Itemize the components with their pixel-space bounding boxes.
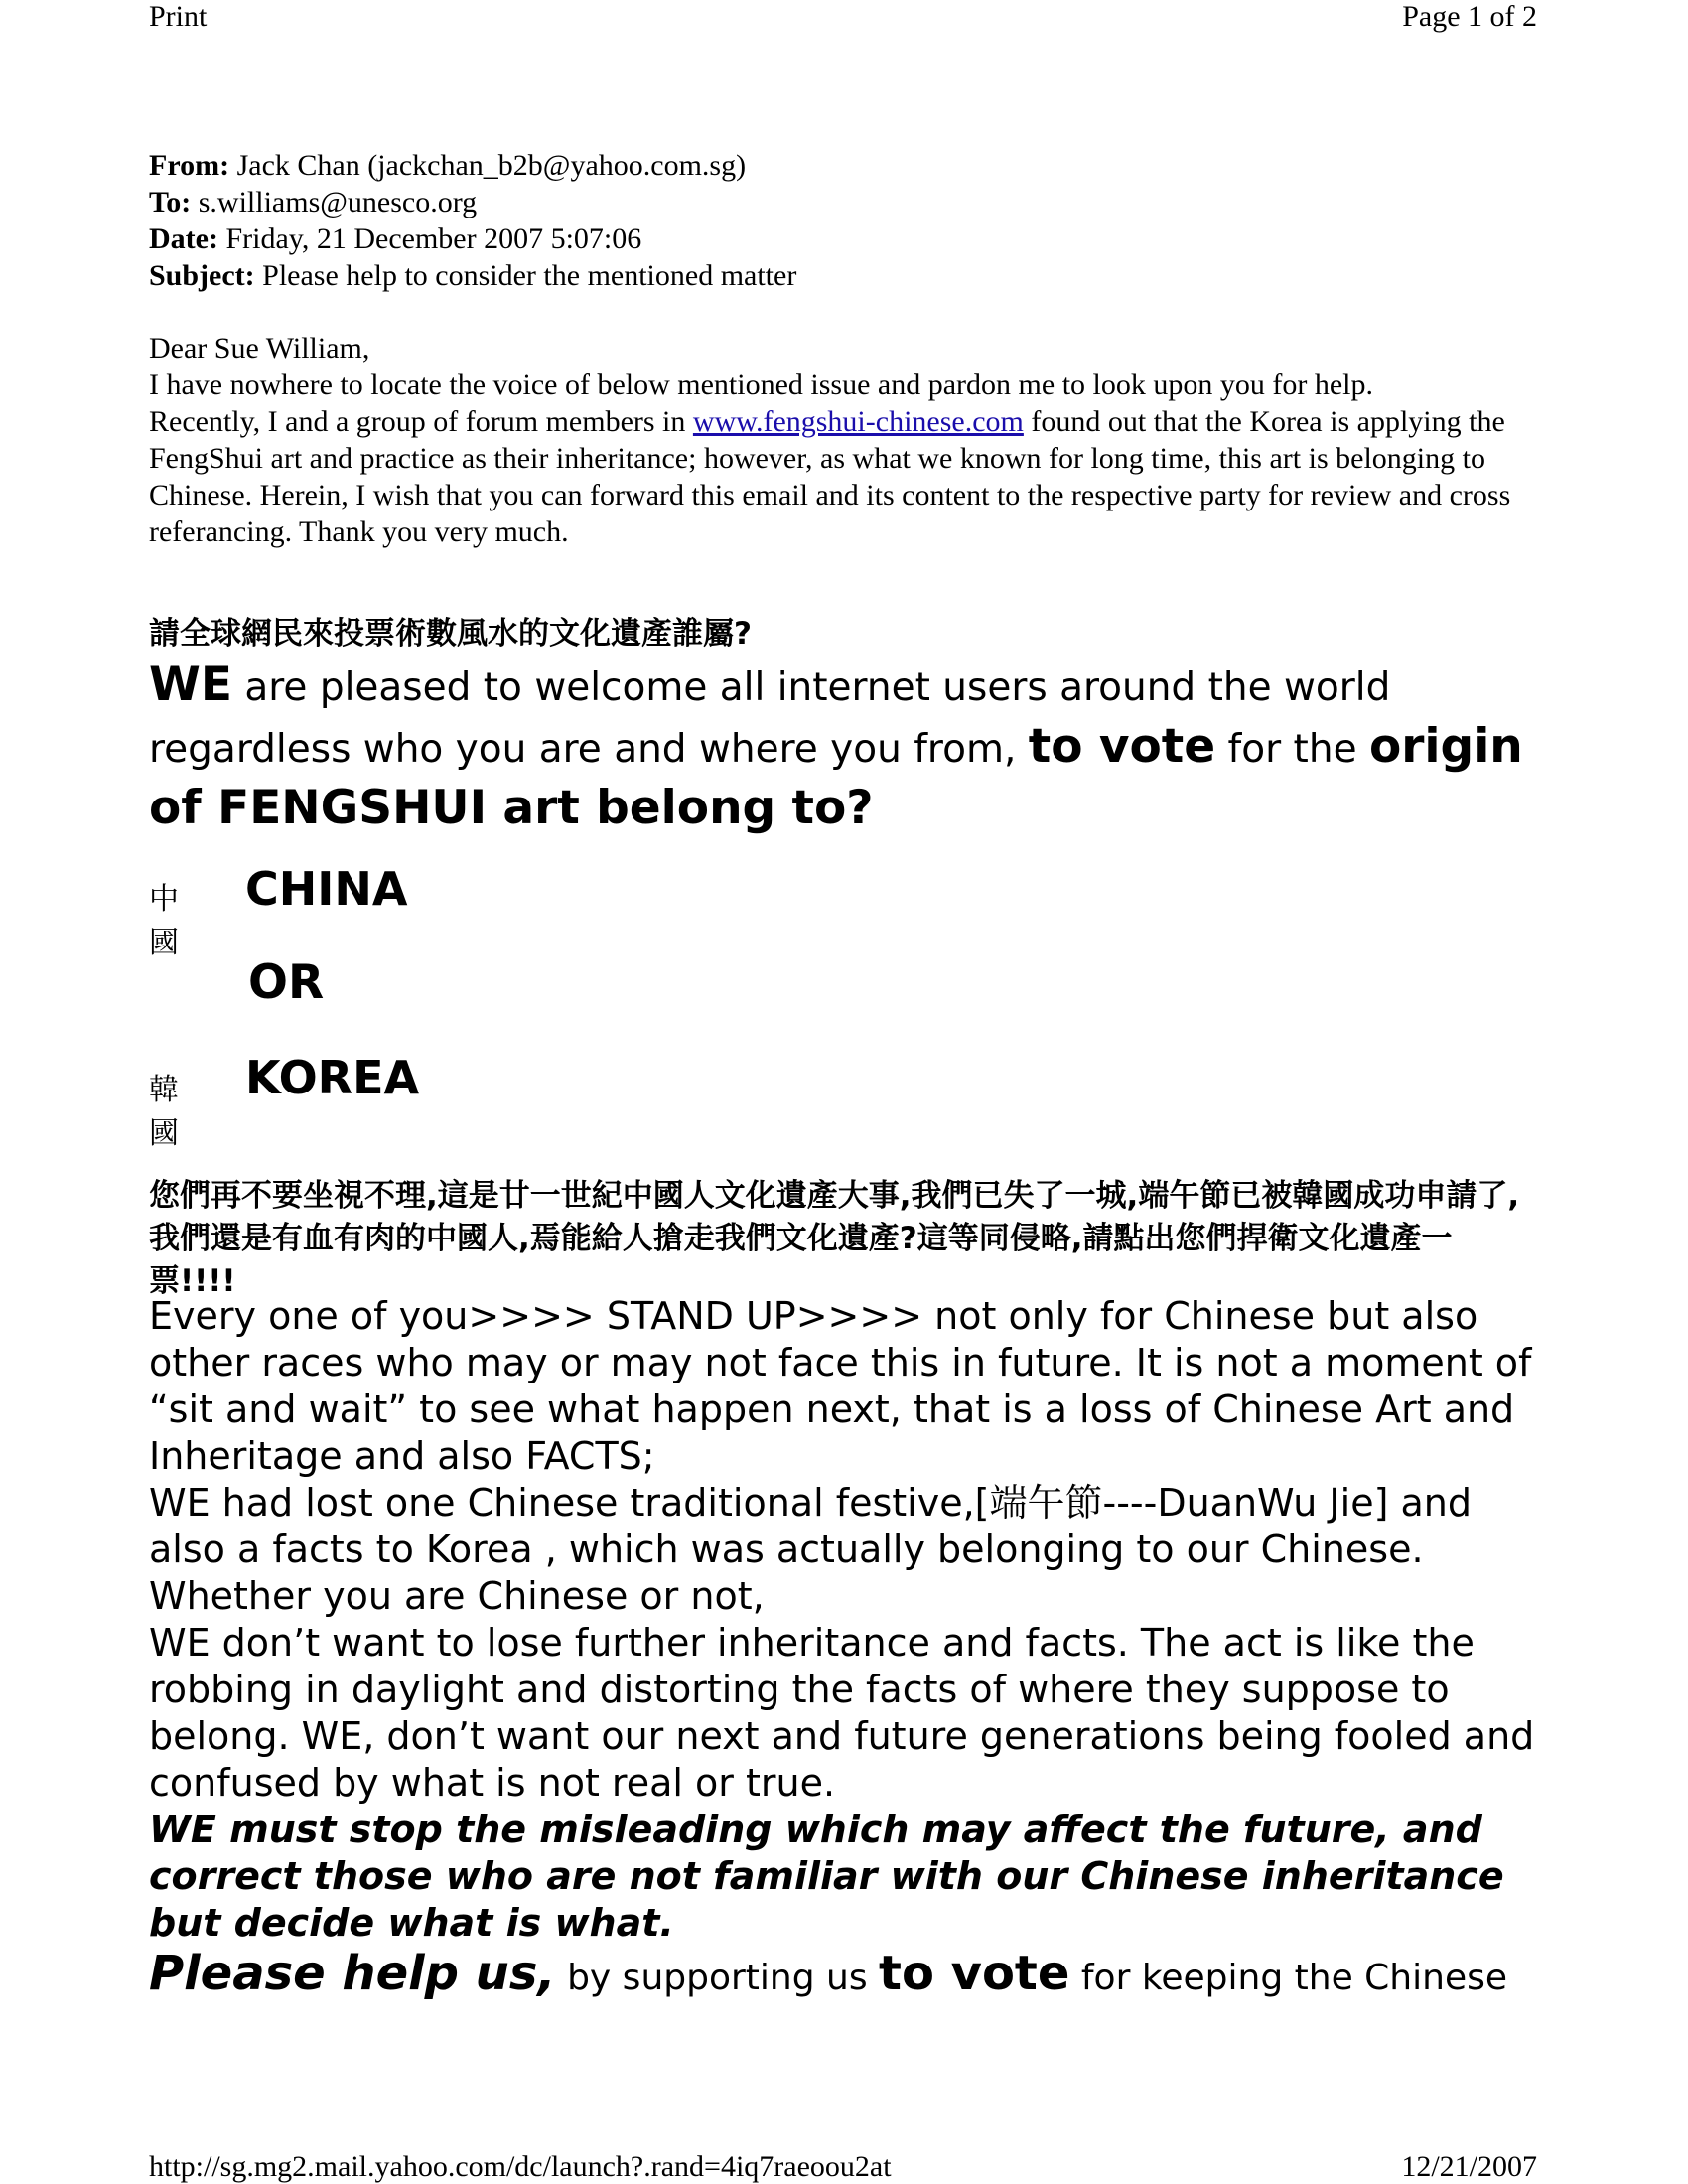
to-line bbox=[149, 184, 796, 220]
closing-to-vote: to vote bbox=[879, 1946, 1070, 2001]
closing-line bbox=[149, 1946, 1549, 2003]
body-paragraph-3: Whether you are Chinese or not, bbox=[149, 1574, 765, 1618]
korea-cjk-label: 韓國 bbox=[149, 1073, 179, 1151]
footer-date: 12/21/2007 bbox=[1401, 2150, 1537, 2183]
forum-link[interactable]: www.fengshui-chinese.com bbox=[692, 405, 1024, 438]
from-label: From: bbox=[149, 149, 230, 182]
intro-text-pre: Recently, I and a group of forum members in bbox=[149, 405, 693, 438]
to-value: s.williams@unesco.org bbox=[198, 186, 478, 218]
vote-call-paragraph bbox=[149, 655, 1579, 840]
date-value: Friday, 21 December 2007 5:07:06 bbox=[225, 222, 642, 255]
intro-text-post: found out that the Korea is applying the FengShui art and practice as their inheritance; however, as what we known for long time, this art is belonging to Chinese. Herein, I wish that you can forward this email and its content to the respective party for review and cross referancing. Thank you very much. bbox=[149, 405, 1511, 548]
email-headers bbox=[149, 147, 796, 294]
subject-line bbox=[149, 257, 796, 294]
body-paragraph-4: WE don’t want to lose further inheritance and facts. The act is like the robbing in daylight and distorting the facts of where they suppose to belong. WE, don’t want our next and future generations being fooled and confused by what is not real or true. bbox=[149, 1621, 1535, 1805]
intro-message bbox=[149, 330, 1559, 550]
date-line bbox=[149, 220, 796, 257]
body-paragraph-1: Every one of you>>>> STAND UP>>>> not only for Chinese but also other races who may or may not face this in future. It is not a moment of “sit and wait” to see what happen next, that is a loss of Chinese Art and Inheritage and also FACTS; bbox=[149, 1294, 1532, 1478]
vote-text-2: for the bbox=[1215, 727, 1369, 772]
korea-label: KOREA bbox=[245, 1051, 420, 1104]
body-text bbox=[149, 1293, 1549, 2003]
page-number: Page 1 of 2 bbox=[1402, 0, 1537, 33]
we-emphasis: WE bbox=[149, 657, 232, 712]
emphasis-paragraph: WE must stop the misleading which may affect the future, and correct those who are not familiar with our Chinese inheritance but decide what is what. bbox=[149, 1808, 1504, 1945]
china-cjk-label: 中國 bbox=[149, 882, 179, 960]
closing-text-end: for keeping the Chinese bbox=[1069, 1958, 1507, 1998]
to-label: To: bbox=[149, 186, 192, 218]
print-header-label: Print bbox=[149, 0, 208, 33]
from-value: Jack Chan (jackchan_b2b@yahoo.com.sg) bbox=[236, 149, 747, 182]
vote-text-1: are pleased to welcome all internet users around the world regardless who you are and where you from, bbox=[149, 665, 1391, 772]
cjk-question-heading: 請全球網民來投票術數風水的文化遺產誰屬? bbox=[149, 616, 752, 652]
cjk-paragraph: 您們再不要坐視不理,這是廿一世紀中國人文化遺產大事,我們已失了一城,端午節已被韓國成功申請了,我們還是有血有肉的中國人,焉能給人搶走我們文化遺產?這等同侵略,請點出您們捍衛文化遺產一票!!!! bbox=[149, 1178, 1520, 1299]
subject-label: Subject: bbox=[149, 259, 255, 292]
subject-value: Please help to consider the mentioned matter bbox=[262, 259, 797, 292]
greeting: Dear Sue William, bbox=[149, 332, 370, 364]
or-label: OR bbox=[248, 955, 325, 1010]
origin-emphasis: origin of FENGSHUI art belong to? bbox=[149, 719, 1523, 835]
from-line bbox=[149, 147, 796, 184]
closing-text-mid: by supporting us bbox=[555, 1958, 880, 1998]
please-help-emphasis: Please help us, bbox=[149, 1946, 556, 2001]
intro-line-2 bbox=[149, 403, 1559, 550]
intro-line-1: I have nowhere to locate the voice of below mentioned issue and pardon me to look upon you for help. bbox=[149, 368, 1373, 401]
to-vote-emphasis: to vote bbox=[1028, 719, 1216, 774]
body-paragraph-2: WE had lost one Chinese traditional festive,[端午節----DuanWu Jie] and also a facts to Korea , which was actually belonging to our Chinese. bbox=[149, 1481, 1472, 1571]
date-label: Date: bbox=[149, 222, 218, 255]
china-label: CHINA bbox=[245, 862, 408, 916]
footer-url: http://sg.mg2.mail.yahoo.com/dc/launch?.rand=4iq7raeoou2at bbox=[149, 2150, 892, 2183]
